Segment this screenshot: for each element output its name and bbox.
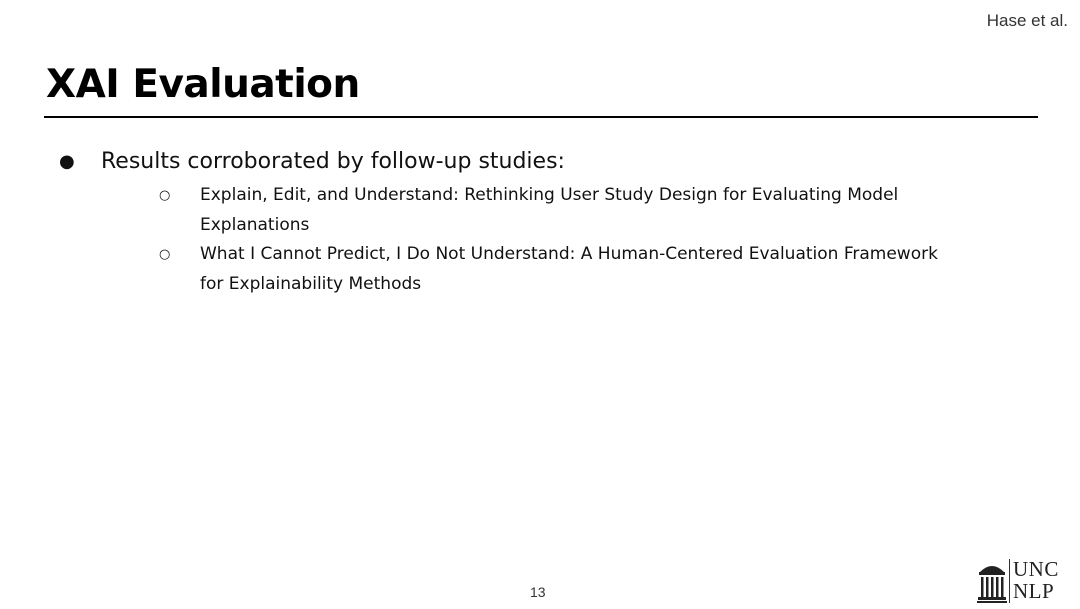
bullet-item	[56, 145, 1006, 299]
citation: Hase et al.	[986, 11, 1068, 30]
sub-bullet-list	[101, 181, 1006, 299]
old-well-icon	[976, 558, 1008, 604]
sub-bullet-text: What I Cannot Predict, I Do Not Understand: A Human-Centered Evaluation Framework for Explainability Methods	[200, 244, 938, 294]
sub-bullet-item	[101, 181, 955, 240]
logo-divider	[1009, 559, 1010, 603]
sub-bullet-text: Explain, Edit, and Understand: Rethinking User Study Design for Evaluating Model Explanations	[200, 185, 899, 235]
unc-nlp-logo	[976, 558, 1074, 604]
slide-title: XAI Evaluation	[46, 62, 360, 107]
bullet-text: Results corroborated by follow-up studies:	[101, 149, 565, 174]
logo-wordmark	[1013, 558, 1059, 602]
sub-bullet-marker: ○	[159, 188, 171, 203]
sub-bullet-item	[101, 240, 955, 299]
logo-line-nlp: NLP	[1013, 579, 1055, 603]
bullet-list	[56, 145, 1006, 299]
title-divider	[44, 116, 1038, 118]
page-number: 13	[530, 584, 546, 600]
logo-line-unc: UNC	[1013, 557, 1059, 581]
sub-bullet-marker: ○	[159, 247, 171, 262]
bullet-marker: ●	[59, 151, 75, 172]
